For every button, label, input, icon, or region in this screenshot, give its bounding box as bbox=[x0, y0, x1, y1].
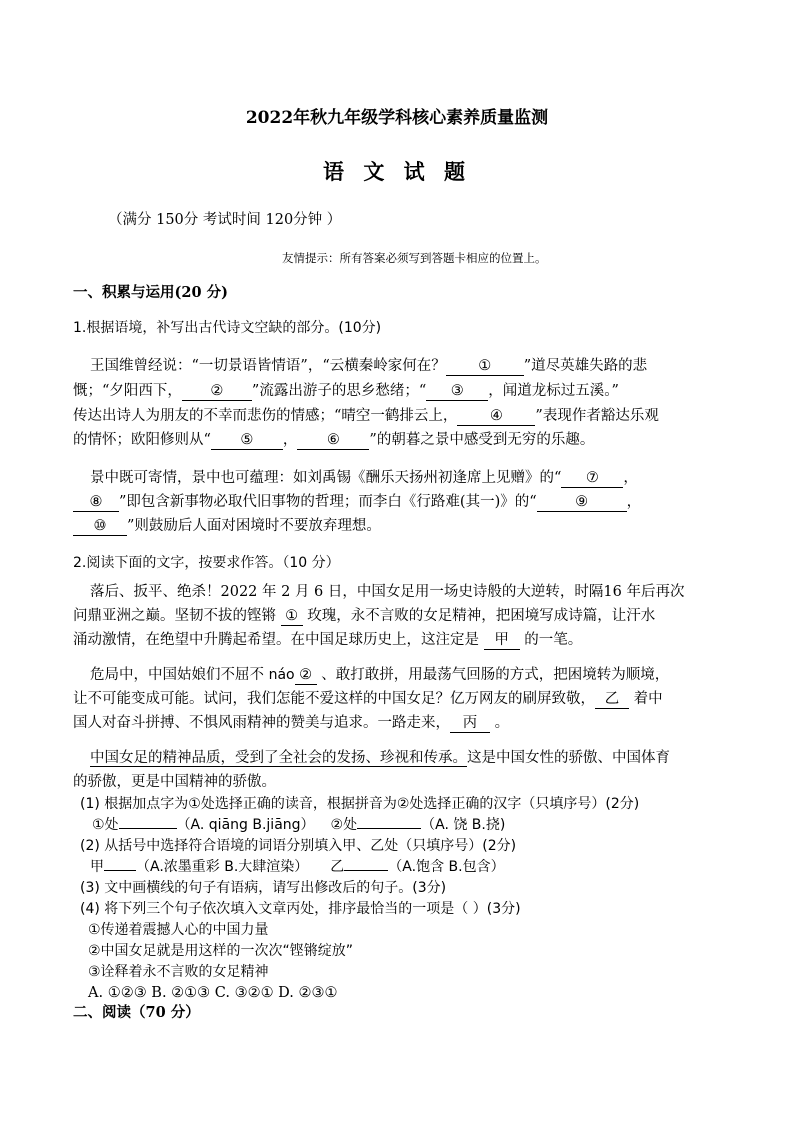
q2-p1-line1: 落后、扳平、绝杀！2022 年 2 月 6 日，中国女足用一场史诗般的大逆转，时隔16 年后再次 bbox=[90, 584, 685, 600]
q1-p1-line2: 慨；“夕阳西下， ② ”流露出游子的思乡愁绪；“ ③ ，闻道龙标过五溪。” bbox=[73, 383, 619, 399]
blank-3[interactable]: ③ bbox=[426, 382, 488, 401]
q1-p1-line1: 王国维曾经说：“一切景语皆情语”，“云横秦岭家何在？ ① ”道尽英雄失路的悲 bbox=[90, 358, 648, 374]
blank-1[interactable]: ① bbox=[446, 357, 524, 376]
blank-9[interactable]: ⑨ bbox=[537, 493, 627, 512]
q1-p2-line1: 景中既可寄情，景中也可蕴理：如刘禹锡《酬乐天扬州初逢席上见赠》的“ ⑦ ， bbox=[90, 470, 638, 486]
sub1-blank-b[interactable] bbox=[357, 828, 421, 829]
blank-10[interactable]: ⑩ bbox=[73, 517, 127, 536]
sub4-text: (4) 将下列三个句子依次填入文章丙处，排序最恰当的一项是（ ）(3分) bbox=[80, 901, 521, 917]
sub4-sentence-3: ③诠释着永不言败的女足精神 bbox=[88, 964, 269, 980]
section-1-heading: 一、积累与运用(20 分) bbox=[73, 284, 228, 301]
q2-p2-line3: 国人对奋斗拼搏、不惧风雨精神的赞美与追求。一路走来， 丙 。 bbox=[73, 715, 510, 731]
section-2-heading: 二、阅读（70 分） bbox=[73, 1004, 200, 1021]
q2-p3-line1: 中国女足的精神品质，受到了全社会的发扬、珍视和传承。这是中国女性的骄傲、中国体育 bbox=[90, 750, 670, 766]
blank-4[interactable]: ④ bbox=[457, 407, 535, 426]
q2-blank-2[interactable]: ② bbox=[295, 666, 317, 685]
subject-title: 语 文 试 题 bbox=[323, 159, 471, 184]
q1-p2-line2: ⑧ ”即包含新事物必取代旧事物的哲理；而李白《行路难(其一)》的“ ⑨ ， bbox=[73, 492, 641, 512]
score-time: （满分 150分 考试时间 120分钟 ） bbox=[108, 212, 342, 228]
blank-yi[interactable]: 乙 bbox=[595, 690, 629, 709]
exam-title: 2022年秋九年级学科核心素养质量监测 bbox=[245, 108, 549, 128]
blank-7[interactable]: ⑦ bbox=[561, 469, 623, 488]
q2-p2-line2: 让不可能变成可能。试问，我们怎能不爱这样的中国女足？亿万网友的刷屏致敬， 乙 着中 bbox=[73, 691, 663, 707]
blank-6[interactable]: ⑥ bbox=[297, 431, 369, 450]
q1-stem: 1.根据语境，补写出古代诗文空缺的部分。(10分) bbox=[73, 320, 382, 336]
q2-p1-line3: 涌动激情，在绝望中升腾起希望。在中国足球历史上，这注定是 甲 的一笔。 bbox=[73, 632, 583, 648]
blank-2[interactable]: ② bbox=[182, 382, 252, 401]
friendly-tip: 友情提示：所有答案必须写到答题卡相应的位置上。 bbox=[282, 251, 547, 265]
q2-p3-line2: 的骄傲，更是中国精神的骄傲。 bbox=[73, 774, 276, 790]
sub2-answers: 甲 （A.浓墨重彩 B.大肆渲染） 乙 （A.饱含 B.包含） bbox=[90, 859, 505, 875]
q2-blank-1[interactable]: ① bbox=[281, 607, 303, 626]
q2-stem: 2.阅读下面的文字，按要求作答。（10 分） bbox=[73, 555, 340, 571]
blank-jia[interactable]: 甲 bbox=[484, 631, 520, 650]
sub1-blank-a[interactable] bbox=[119, 828, 177, 829]
underlined-sentence: 中国女足的精神品质，受到了全社会的发扬、珍视和传承。 bbox=[90, 750, 467, 766]
blank-5[interactable]: ⑤ bbox=[211, 431, 283, 450]
blank-8[interactable]: ⑧ bbox=[73, 493, 119, 512]
sub2-blank-jia[interactable] bbox=[104, 870, 136, 871]
sub4-sentence-1: ①传递着震撼人心的中国力量 bbox=[88, 922, 269, 938]
pinyin-nao: náo bbox=[268, 667, 295, 683]
sub2-text: (2) 从括号中选择符合语境的词语分别填入甲、乙处（只填序号）(2分) bbox=[80, 838, 517, 854]
sub3-text: (3) 文中画横线的句子有语病，请写出修改后的句子。(3分) bbox=[80, 880, 447, 896]
sub4-sentence-2: ②中国女足就是用这样的一次次“铿锵绽放” bbox=[88, 943, 354, 959]
sub1-text: (1) 根据加点字为①处选择正确的读音，根据拼音为②处选择正确的汉字（只填序号）(2分) bbox=[80, 796, 640, 812]
q2-p2-line1: 危局中，中国姑娘们不屈不 náo ② 、敢打敢拼，用最荡气回肠的方式，把困境转为顺境， bbox=[90, 667, 670, 683]
sub2-blank-yi[interactable] bbox=[344, 870, 388, 871]
q1-p2-line3: ⑩ ”则鼓励后人面对困境时不要放弃理想。 bbox=[73, 516, 381, 536]
sub1-answers: ①处 （A. qiāng B.jiāng） ②处 （A. 饶 B.挠) bbox=[92, 817, 506, 833]
q1-p1-line4: 的情怀；欧阳修则从“ ⑤ ， ⑥ ”的朝暮之景中感受到无穷的乐趣。 bbox=[73, 432, 595, 448]
q2-p1-line2: 问鼎亚洲之巅。坚韧不拔的铿锵 ① 玫瑰，永不言败的女足精神，把困境写成诗篇，让汗水 bbox=[73, 608, 656, 624]
sub4-options: A. ①②③ B. ②①③ C. ③②① D. ②③① bbox=[88, 985, 338, 1001]
blank-bing[interactable]: 丙 bbox=[450, 714, 490, 733]
q1-p1-line3: 传达出诗人为朋友的不幸而悲伤的情感；“晴空一鹤排云上， ④ ”表现作者豁达乐观 bbox=[73, 408, 659, 424]
